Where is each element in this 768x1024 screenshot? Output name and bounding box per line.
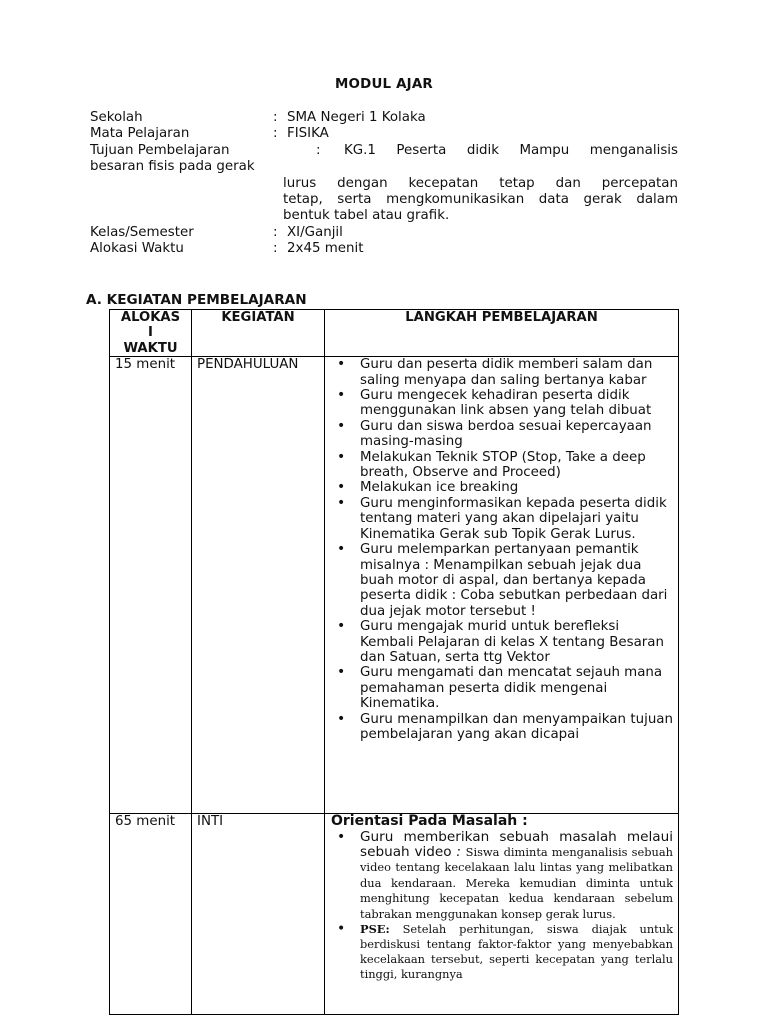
list-item: • Guru melemparkan pertanyaan pemantik misalnya : Menampilkan sebuah jejak dua buah motor di aspal, dan bertanya kepada peserta didik : Coba sebutkan perbedaan dari dua jejak motor tersebut ! [360, 542, 673, 619]
item-text-serif: Siswa diminta menganalisis sebuah video tentang kecelakaan lalu lintas yang melibatkan dua kendaraan. Mereka kemudian diminta untuk menghitung kecepatan kedua kendaraan sebelum tabrakan menggunakan konsep gerak lurus. [360, 845, 673, 921]
cell-kegiatan: INTI [192, 814, 325, 1015]
tujuan-label-continuation: besaran fisis pada gerak [90, 159, 255, 175]
info-value: SMA Negeri 1 Kolaka [287, 110, 426, 125]
cell-waktu: 65 menit [110, 814, 192, 1015]
cell-langkah [325, 357, 679, 814]
info-colon: : [273, 126, 278, 142]
list-item: • Guru dan peserta didik memberi salam dan saling menyapa dan saling bertanya kabar [360, 357, 673, 388]
pse-label: PSE: [360, 922, 390, 937]
list-item: • Guru menginformasikan kepada peserta didik tentang materi yang akan dipelajari yaitu Kinematika Gerak sub Topik Gerak Lurus. [360, 496, 673, 542]
info-row-alokasi [90, 241, 678, 257]
info-value: FISIKA [287, 126, 329, 142]
info-colon: : [273, 224, 278, 240]
header-kegiatan: KEGIATAN [192, 310, 325, 357]
tujuan-line: lurus dengan kecepatan tetap dan percepatan [283, 175, 678, 191]
info-colon: : [273, 241, 278, 257]
item-text-sans: Guru memberikan sebuah masalah melaui sebuah video [360, 828, 673, 861]
inti-steps [330, 830, 673, 982]
item-colon: : [456, 845, 461, 861]
item-text-serif: Setelah perhitungan, siswa diajak untuk berdiskusi tentang faktor-faktor yang menyebabkan kecelakaan tersebut, seperti kecepatan yang terlalu tinggi, kurangnya [360, 922, 673, 981]
tujuan-line: bentuk tabel atau grafik. [283, 208, 450, 224]
pendahuluan-steps [330, 357, 673, 742]
table-header-row [110, 310, 679, 357]
module-info [90, 110, 678, 258]
cell-langkah [325, 814, 679, 1015]
info-value: XI/Ganjil [287, 224, 343, 240]
info-label: Tujuan Pembelajaran [90, 142, 230, 158]
section-heading: A. KEGIATAN PEMBELAJARAN [86, 292, 307, 308]
page-title: MODUL AJAR [335, 77, 433, 92]
subheading-orientasi: Orientasi Pada Masalah : [331, 813, 528, 830]
cell-waktu: 15 menit [110, 357, 192, 814]
info-row-sekolah [90, 110, 678, 126]
info-label: Mata Pelajaran [90, 126, 190, 142]
info-colon: : [316, 142, 321, 158]
list-item: • Guru mengajak murid untuk berefleksi Kembali Pelajaran di kelas X tentang Besaran dan Satuan, serta ttg Vektor [360, 619, 673, 665]
info-row-mapel [90, 126, 678, 142]
list-item: • Guru mengamati dan mencatat sejauh mana pemahaman peserta didik mengenai Kinematika. [360, 665, 673, 711]
table-row-pendahuluan [110, 357, 679, 814]
info-label: Kelas/Semester [90, 224, 194, 240]
list-item: • Guru dan siswa berdoa sesuai kepercayaan masing-masing [360, 419, 673, 450]
header-langkah: LANGKAH PEMBELAJARAN [325, 310, 679, 357]
info-value: 2x45 menit [287, 241, 364, 257]
info-row-tujuan [90, 143, 678, 159]
header-line: I [148, 325, 153, 341]
info-label: Sekolah [90, 110, 143, 125]
table-row-inti [110, 814, 679, 1015]
info-label: Alokasi Waktu [90, 241, 184, 257]
activity-table [109, 309, 679, 1015]
list-item: • Guru mengecek kehadiran peserta didik menggunakan link absen yang telah dibuat [360, 388, 673, 419]
header-line: WAKTU [123, 340, 178, 356]
list-item: • Guru menampilkan dan menyampaikan tujuan pembelajaran yang akan dicapai [360, 712, 673, 743]
cell-kegiatan: PENDAHULUAN [192, 357, 325, 814]
header-alokasi-waktu [110, 310, 192, 357]
info-row-kelas [90, 225, 678, 241]
list-item: • Melakukan Teknik STOP (Stop, Take a deep breath, Observe and Proceed) [360, 450, 673, 481]
list-item: • Melakukan ice breaking [360, 480, 673, 495]
list-item [360, 922, 673, 982]
info-value: KG.1 Peserta didik Mampu menganalisis [344, 142, 678, 158]
header-line: ALOKAS [120, 310, 181, 325]
list-item [360, 830, 673, 922]
info-colon: : [273, 110, 278, 125]
tujuan-line: tetap, serta mengkomunikasikan data gerak dalam [283, 192, 678, 208]
tujuan-value-continuation [90, 176, 678, 225]
